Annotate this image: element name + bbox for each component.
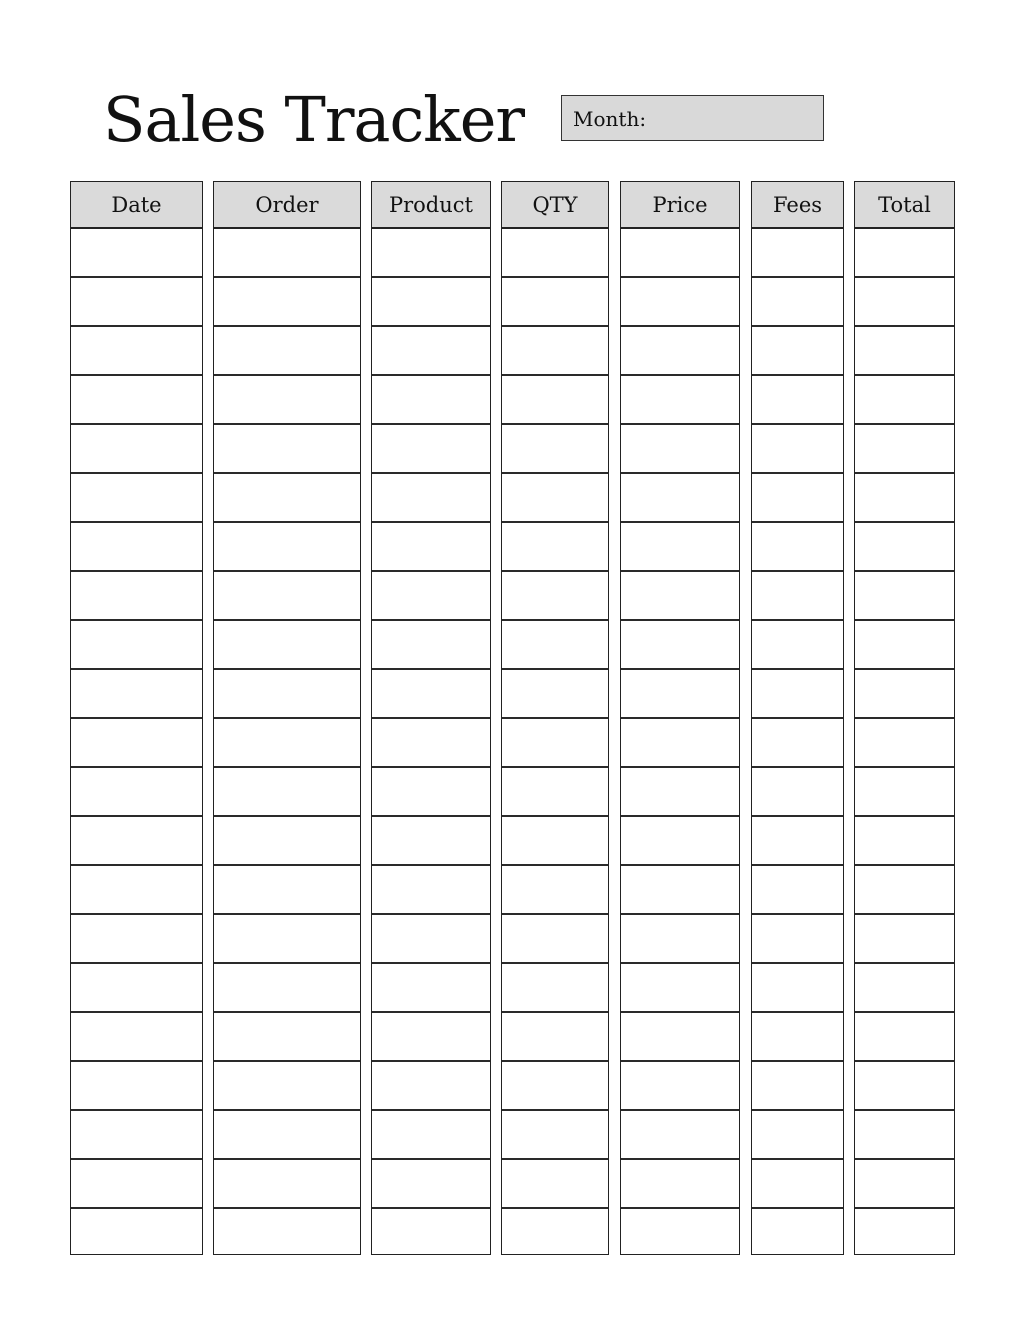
table-cell[interactable] xyxy=(621,1209,739,1258)
table-cell[interactable] xyxy=(752,1209,843,1258)
table-cell[interactable] xyxy=(621,523,739,572)
table-cell[interactable] xyxy=(752,572,843,621)
table-cell[interactable] xyxy=(214,376,360,425)
table-cell[interactable] xyxy=(372,670,490,719)
table-cell[interactable] xyxy=(372,474,490,523)
table-cell[interactable] xyxy=(71,1160,202,1209)
table-cell[interactable] xyxy=(214,425,360,474)
column-cells-total xyxy=(855,229,954,1258)
table-cell[interactable] xyxy=(855,278,954,327)
table-cell[interactable] xyxy=(71,1111,202,1160)
table-cell[interactable] xyxy=(71,278,202,327)
table-cell[interactable] xyxy=(71,425,202,474)
table-cell[interactable] xyxy=(855,1062,954,1111)
table-cell[interactable] xyxy=(214,621,360,670)
table-cell[interactable] xyxy=(502,474,608,523)
page-title: Sales Tracker xyxy=(103,83,525,156)
table-cell[interactable] xyxy=(621,425,739,474)
table-cell[interactable] xyxy=(372,1013,490,1062)
column-cells-order xyxy=(214,229,360,1258)
table-cell[interactable] xyxy=(855,964,954,1013)
column-header-qty: QTY xyxy=(502,182,608,229)
table-cell[interactable] xyxy=(752,964,843,1013)
table-cell[interactable] xyxy=(214,1111,360,1160)
table-cell[interactable] xyxy=(71,1013,202,1062)
table-cell[interactable] xyxy=(855,1209,954,1258)
table-cell[interactable] xyxy=(71,376,202,425)
table-cell[interactable] xyxy=(214,964,360,1013)
table-cell[interactable] xyxy=(214,768,360,817)
table-cell[interactable] xyxy=(752,229,843,278)
table-cell[interactable] xyxy=(214,1013,360,1062)
table-cell[interactable] xyxy=(752,1111,843,1160)
table-cell[interactable] xyxy=(621,572,739,621)
table-cell[interactable] xyxy=(855,1013,954,1062)
table-cell[interactable] xyxy=(214,327,360,376)
table-cell[interactable] xyxy=(214,1160,360,1209)
table-cell[interactable] xyxy=(372,425,490,474)
table-cell[interactable] xyxy=(71,964,202,1013)
table-cell[interactable] xyxy=(621,621,739,670)
column-header-price: Price xyxy=(621,182,739,229)
table-cell[interactable] xyxy=(752,817,843,866)
table-cell[interactable] xyxy=(855,670,954,719)
table-cell[interactable] xyxy=(71,523,202,572)
table-cell[interactable] xyxy=(214,474,360,523)
table-cell[interactable] xyxy=(372,327,490,376)
table-cell[interactable] xyxy=(621,964,739,1013)
table-cell[interactable] xyxy=(372,572,490,621)
column-header-fees: Fees xyxy=(752,182,843,229)
table-cell[interactable] xyxy=(621,229,739,278)
table-cell[interactable] xyxy=(752,915,843,964)
table-cell[interactable] xyxy=(372,866,490,915)
table-cell[interactable] xyxy=(752,376,843,425)
table-cell[interactable] xyxy=(855,572,954,621)
table-cell[interactable] xyxy=(372,278,490,327)
column-date xyxy=(70,181,203,1255)
table-cell[interactable] xyxy=(214,572,360,621)
table-cell[interactable] xyxy=(502,1111,608,1160)
table-cell[interactable] xyxy=(71,621,202,670)
column-cells-date xyxy=(71,229,202,1258)
table-cell[interactable] xyxy=(502,523,608,572)
table-cell[interactable] xyxy=(502,915,608,964)
column-cells-price xyxy=(621,229,739,1258)
column-header-order: Order xyxy=(214,182,360,229)
table-cell[interactable] xyxy=(214,719,360,768)
table-cell[interactable] xyxy=(855,1111,954,1160)
table-cell[interactable] xyxy=(752,621,843,670)
column-product xyxy=(371,181,491,1255)
table-cell[interactable] xyxy=(372,768,490,817)
table-cell[interactable] xyxy=(502,964,608,1013)
table-cell[interactable] xyxy=(214,229,360,278)
column-cells-qty xyxy=(502,229,608,1258)
table-cell[interactable] xyxy=(372,621,490,670)
table-cell[interactable] xyxy=(214,523,360,572)
table-cell[interactable] xyxy=(502,719,608,768)
table-cell[interactable] xyxy=(752,474,843,523)
table-cell[interactable] xyxy=(621,817,739,866)
column-total xyxy=(854,181,955,1255)
table-cell[interactable] xyxy=(621,866,739,915)
table-cell[interactable] xyxy=(502,768,608,817)
table-cell[interactable] xyxy=(502,1160,608,1209)
table-cell[interactable] xyxy=(71,229,202,278)
table-cell[interactable] xyxy=(214,1209,360,1258)
table-cell[interactable] xyxy=(502,621,608,670)
table-cell[interactable] xyxy=(71,817,202,866)
table-cell[interactable] xyxy=(855,621,954,670)
table-cell[interactable] xyxy=(855,376,954,425)
column-cells-product xyxy=(372,229,490,1258)
table-cell[interactable] xyxy=(502,817,608,866)
table-cell[interactable] xyxy=(621,1160,739,1209)
table-cell[interactable] xyxy=(71,1062,202,1111)
table-cell[interactable] xyxy=(621,1013,739,1062)
table-cell[interactable] xyxy=(621,327,739,376)
table-cell[interactable] xyxy=(502,376,608,425)
column-qty xyxy=(501,181,609,1255)
table-cell[interactable] xyxy=(752,866,843,915)
table-cell[interactable] xyxy=(855,1160,954,1209)
table-cell[interactable] xyxy=(372,964,490,1013)
column-cells-fees xyxy=(752,229,843,1258)
table-cell[interactable] xyxy=(214,817,360,866)
table-cell[interactable] xyxy=(752,1160,843,1209)
column-header-product: Product xyxy=(372,182,490,229)
table-cell[interactable] xyxy=(71,915,202,964)
table-cell[interactable] xyxy=(855,915,954,964)
table-cell[interactable] xyxy=(752,278,843,327)
table-cell[interactable] xyxy=(752,768,843,817)
table-cell[interactable] xyxy=(621,474,739,523)
column-fees xyxy=(751,181,844,1255)
table-cell[interactable] xyxy=(502,425,608,474)
table-cell[interactable] xyxy=(372,817,490,866)
table-cell[interactable] xyxy=(372,1209,490,1258)
table-cell[interactable] xyxy=(855,474,954,523)
table-cell[interactable] xyxy=(855,229,954,278)
column-header-date: Date xyxy=(71,182,202,229)
table-cell[interactable] xyxy=(372,523,490,572)
table-cell[interactable] xyxy=(621,1111,739,1160)
table-cell[interactable] xyxy=(855,523,954,572)
column-header-total: Total xyxy=(855,182,954,229)
table-cell[interactable] xyxy=(502,866,608,915)
table-cell[interactable] xyxy=(214,670,360,719)
table-cell[interactable] xyxy=(621,278,739,327)
table-cell[interactable] xyxy=(71,719,202,768)
table-cell[interactable] xyxy=(752,1013,843,1062)
table-cell[interactable] xyxy=(71,866,202,915)
table-cell[interactable] xyxy=(214,866,360,915)
table-cell[interactable] xyxy=(855,425,954,474)
table-cell[interactable] xyxy=(502,278,608,327)
column-order xyxy=(213,181,361,1255)
table-cell[interactable] xyxy=(752,327,843,376)
table-cell[interactable] xyxy=(855,719,954,768)
table-cell[interactable] xyxy=(855,327,954,376)
table-cell[interactable] xyxy=(752,523,843,572)
table-cell[interactable] xyxy=(372,915,490,964)
table-cell[interactable] xyxy=(502,1209,608,1258)
table-cell[interactable] xyxy=(752,670,843,719)
table-cell[interactable] xyxy=(855,768,954,817)
month-field[interactable] xyxy=(561,95,824,141)
table-cell[interactable] xyxy=(752,719,843,768)
table-cell[interactable] xyxy=(855,866,954,915)
table-cell[interactable] xyxy=(71,768,202,817)
table-cell[interactable] xyxy=(752,425,843,474)
table-cell[interactable] xyxy=(502,327,608,376)
table-cell[interactable] xyxy=(621,670,739,719)
table-cell[interactable] xyxy=(502,1013,608,1062)
table-cell[interactable] xyxy=(372,376,490,425)
table-cell[interactable] xyxy=(71,572,202,621)
table-cell[interactable] xyxy=(502,1062,608,1111)
table-cell[interactable] xyxy=(502,229,608,278)
table-cell[interactable] xyxy=(372,1160,490,1209)
table-cell[interactable] xyxy=(621,915,739,964)
table-cell[interactable] xyxy=(214,278,360,327)
table-cell[interactable] xyxy=(621,719,739,768)
table-cell[interactable] xyxy=(855,817,954,866)
table-cell[interactable] xyxy=(372,229,490,278)
table-cell[interactable] xyxy=(71,474,202,523)
table-cell[interactable] xyxy=(621,768,739,817)
table-cell[interactable] xyxy=(71,670,202,719)
column-price xyxy=(620,181,740,1255)
month-label: Month: xyxy=(573,107,647,131)
table-cell[interactable] xyxy=(71,1209,202,1258)
table-cell[interactable] xyxy=(372,1111,490,1160)
table-cell[interactable] xyxy=(71,327,202,376)
table-cell[interactable] xyxy=(752,1062,843,1111)
table-cell[interactable] xyxy=(372,1062,490,1111)
table-cell[interactable] xyxy=(214,915,360,964)
table-cell[interactable] xyxy=(502,670,608,719)
table-cell[interactable] xyxy=(214,1062,360,1111)
table-cell[interactable] xyxy=(372,719,490,768)
table-cell[interactable] xyxy=(621,376,739,425)
table-cell[interactable] xyxy=(502,572,608,621)
table-cell[interactable] xyxy=(621,1062,739,1111)
